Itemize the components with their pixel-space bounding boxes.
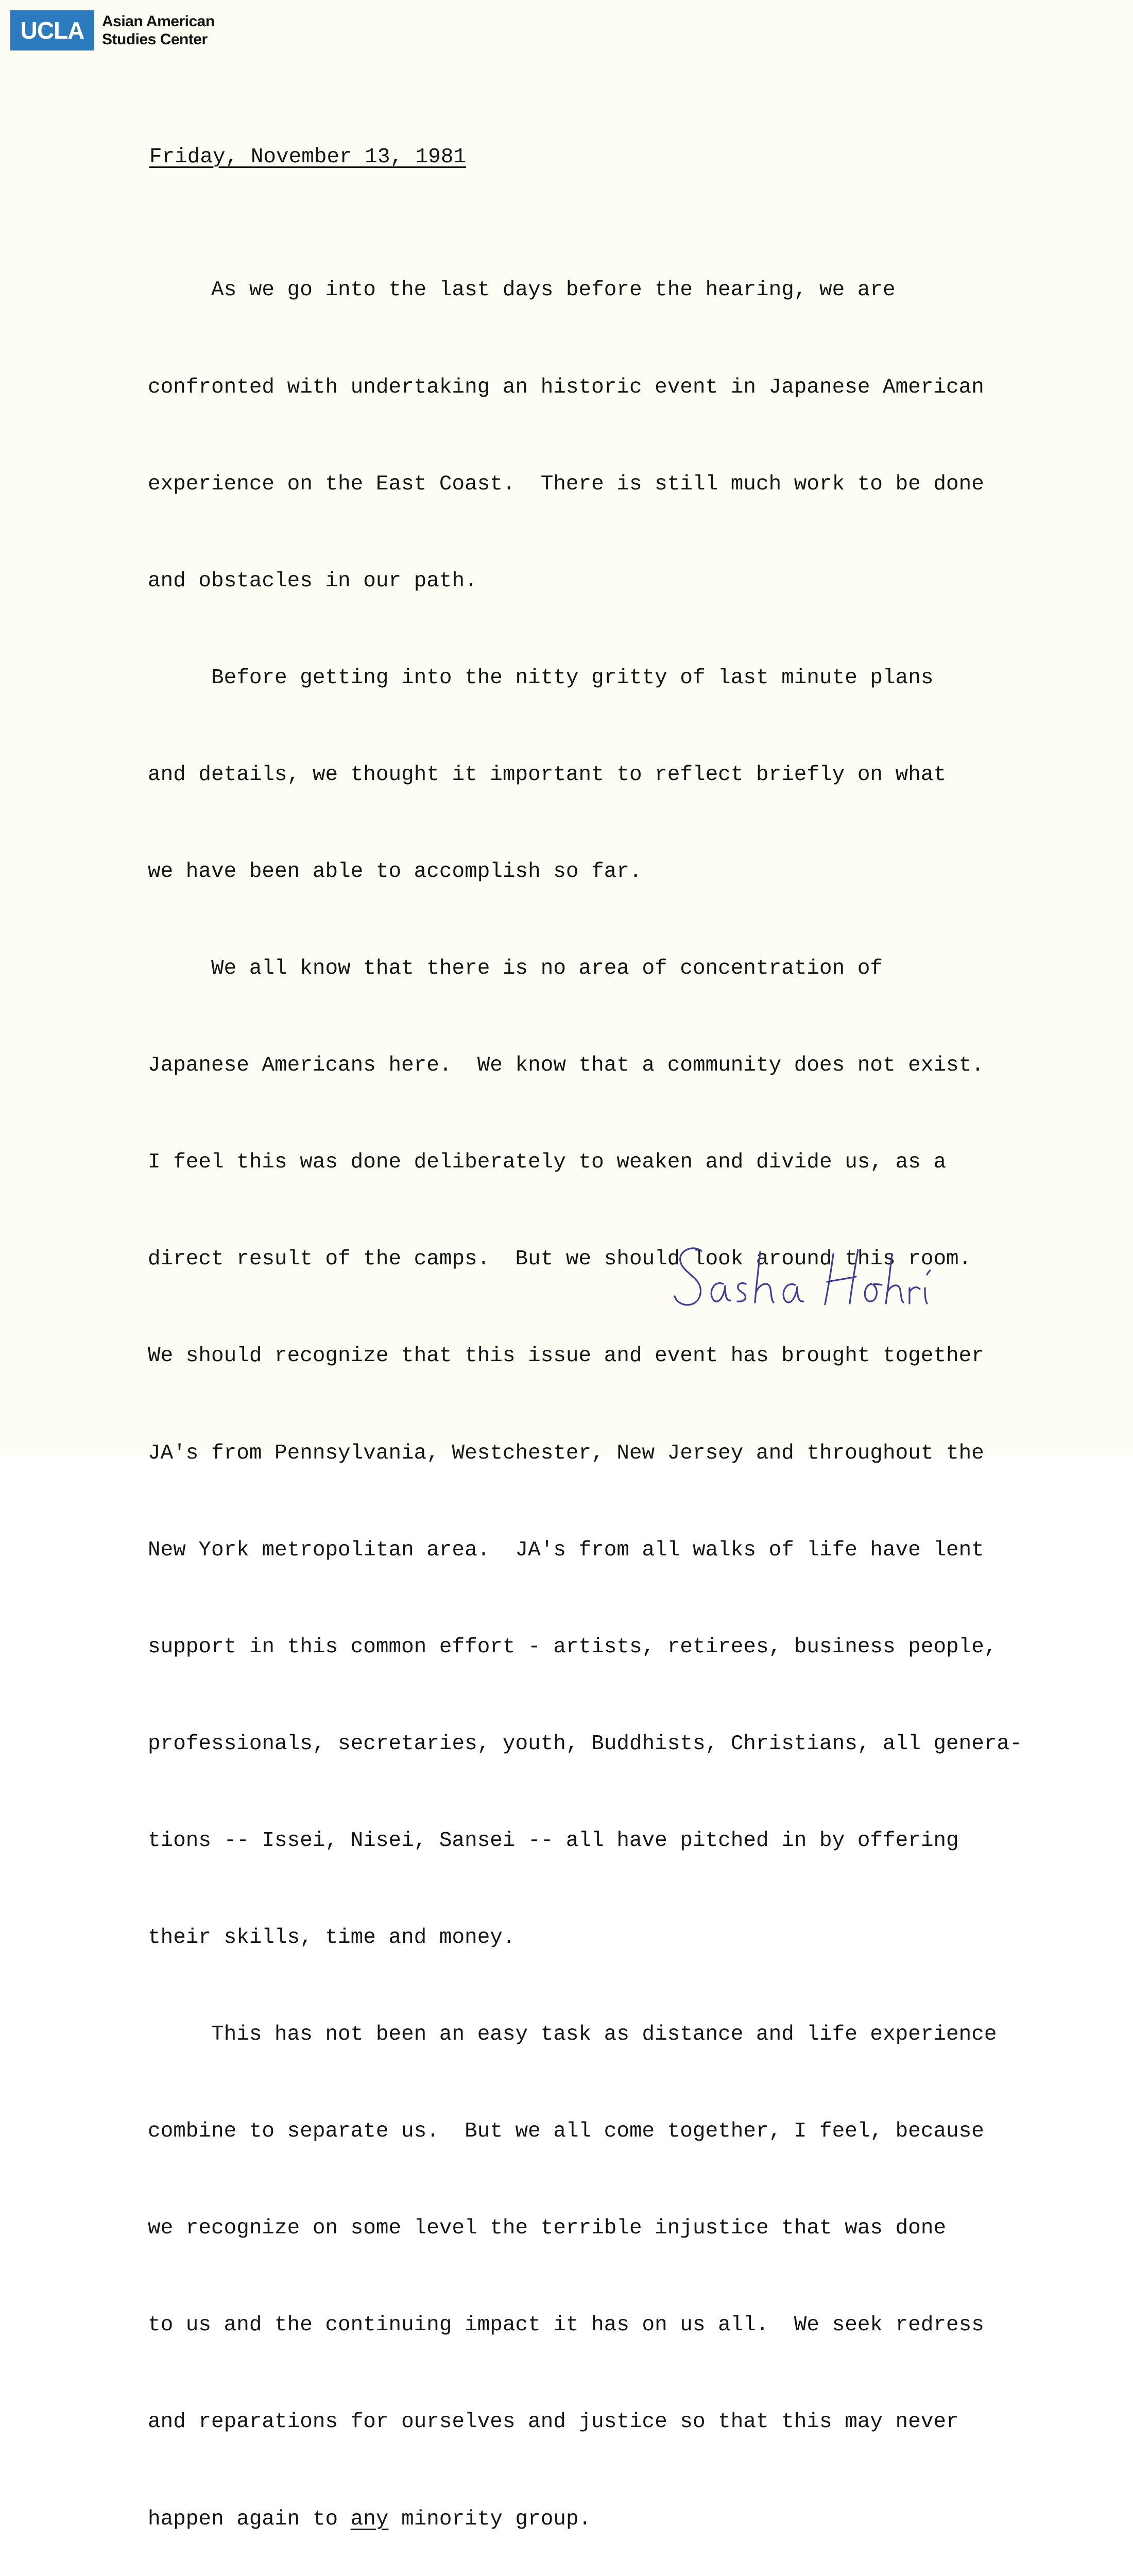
body-line: to us and the continuing impact it has on us all. We seek redress [148, 2313, 984, 2337]
signature-stroke [927, 1270, 930, 1275]
body-line-any [148, 2503, 1035, 2536]
body-line: Before getting into the nitty gritty of last minute plans [148, 666, 934, 690]
signature-stroke [755, 1252, 774, 1302]
ucla-logo [10, 10, 94, 50]
signature-stroke [711, 1283, 730, 1302]
body-line: we have been able to accomplish so far. [148, 859, 642, 884]
signature-stroke [737, 1283, 746, 1302]
center-name-line1: Asian American [102, 13, 215, 30]
body-line: and details, we thought it important to reflect briefly on what [148, 762, 947, 787]
body-line: confronted with undertaking an historic event in Japanese American [148, 375, 984, 399]
body-line: we recognize on some level the terrible injustice that was done [148, 2216, 947, 2241]
underlined-any: any [350, 2507, 389, 2531]
body-line: their skills, time and money. [148, 1926, 516, 1950]
signature-stroke [865, 1284, 882, 1301]
letter-body [148, 210, 1035, 2576]
body-line: tions -- Issei, Nisei, Sansei -- all have pitched in by offering [148, 1828, 959, 1853]
signature-stroke [675, 1248, 701, 1305]
signature-stroke [825, 1250, 858, 1304]
center-name [102, 12, 215, 48]
any-line-pre: happen again to [148, 2507, 351, 2531]
any-line-post: minority group. [388, 2507, 592, 2531]
ucla-logo-text: UCLA [20, 17, 84, 44]
signature-stroke [909, 1287, 920, 1303]
body-line: combine to separate us. But we all come together, I feel, because [148, 2120, 984, 2144]
body-line: We all know that there is no area of concentration of [148, 957, 883, 981]
body-line: We should recognize that this issue and event has brought together [148, 1344, 984, 1368]
body-line: direct result of the camps. But we should look around this room. [148, 1247, 972, 1272]
center-name-line2: Studies Center [102, 31, 208, 48]
body-line: support in this common effort - artists, retirees, business people, [148, 1635, 997, 1659]
body-line: and reparations for ourselves and justice so that this may never [148, 2410, 959, 2434]
body-line: This has not been an easy task as distance and life experience [148, 2023, 997, 2047]
body-line: professionals, secretaries, youth, Buddhists, Christians, all genera- [148, 1732, 1022, 1756]
signature-stroke [783, 1284, 803, 1302]
signature [670, 1236, 937, 1319]
signature-stroke [886, 1254, 903, 1303]
body-line: and obstacles in our path. [148, 569, 477, 593]
body-line: JA's from Pennsylvania, Westchester, New Jersey and throughout the [148, 1441, 984, 1465]
signature-drawing [670, 1236, 937, 1319]
body-line: experience on the East Coast. There is still much work to be done [148, 472, 984, 496]
body-line: Japanese Americans here. We know that a community does not exist. [148, 1054, 984, 1078]
body-line: New York metropolitan area. JA's from all walks of life have lent [148, 1538, 984, 1562]
body-line: I feel this was done deliberately to weaken and divide us, as a [148, 1150, 947, 1175]
signature-stroke [925, 1288, 927, 1303]
body-line: As we go into the last days before the hearing, we are [148, 278, 896, 302]
letter-date: Friday, November 13, 1981 [149, 145, 467, 169]
